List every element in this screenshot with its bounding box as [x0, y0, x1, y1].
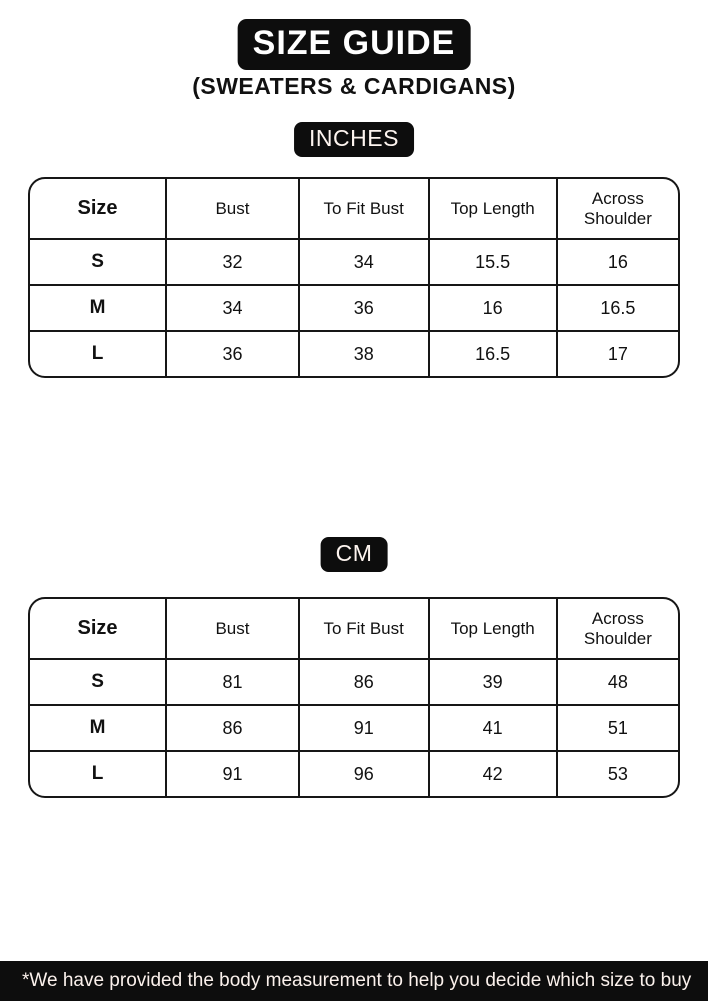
page-title-box [238, 19, 471, 70]
size-cell: L [30, 331, 166, 376]
column-header-bust: Bust [166, 599, 299, 659]
value-cell: 16.5 [429, 331, 557, 376]
footnote-bar [0, 961, 708, 1001]
value-cell: 16 [557, 239, 678, 285]
value-cell: 15.5 [429, 239, 557, 285]
value-cell: 86 [166, 705, 299, 751]
column-header-top-length: Top Length [429, 599, 557, 659]
value-cell: 34 [166, 285, 299, 331]
footnote-text: *We have provided the body measurement to help you decide which size to buy [22, 970, 692, 991]
cm-badge [321, 537, 388, 572]
column-header-across-shoulder: Across Shoulder [557, 599, 678, 659]
value-cell: 91 [166, 751, 299, 796]
value-cell: 86 [299, 659, 429, 705]
size-cell: M [30, 285, 166, 331]
table-row-l [30, 751, 678, 796]
header-row [30, 599, 678, 659]
page-title: SIZE GUIDE [252, 24, 456, 62]
value-cell: 96 [299, 751, 429, 796]
column-header-top-length: Top Length [429, 179, 557, 239]
value-cell: 36 [166, 331, 299, 376]
size-cell: S [30, 239, 166, 285]
value-cell: 16 [429, 285, 557, 331]
value-cell: 34 [299, 239, 429, 285]
header-row [30, 179, 678, 239]
size-cell: S [30, 659, 166, 705]
value-cell: 91 [299, 705, 429, 751]
inches-badge [294, 122, 414, 157]
column-header-to-fit-bust: To Fit Bust [299, 599, 429, 659]
table-row-s [30, 239, 678, 285]
value-cell: 32 [166, 239, 299, 285]
value-cell: 48 [557, 659, 678, 705]
value-cell: 17 [557, 331, 678, 376]
inches-badge-label: INCHES [309, 125, 399, 151]
size-table [30, 179, 678, 376]
size-table-cm [28, 597, 680, 798]
table-row-s [30, 659, 678, 705]
column-header-size: Size [30, 179, 166, 239]
column-header-bust: Bust [166, 179, 299, 239]
column-header-size: Size [30, 599, 166, 659]
value-cell: 16.5 [557, 285, 678, 331]
value-cell: 51 [557, 705, 678, 751]
value-cell: 42 [429, 751, 557, 796]
column-header-across-shoulder: Across Shoulder [557, 179, 678, 239]
size-cell: M [30, 705, 166, 751]
table-row-l [30, 331, 678, 376]
value-cell: 41 [429, 705, 557, 751]
value-cell: 39 [429, 659, 557, 705]
value-cell: 53 [557, 751, 678, 796]
table-row-m [30, 285, 678, 331]
value-cell: 81 [166, 659, 299, 705]
size-table [30, 599, 678, 796]
cm-badge-label: CM [335, 540, 373, 566]
value-cell: 36 [299, 285, 429, 331]
value-cell: 38 [299, 331, 429, 376]
page-subtitle: (SWEATERS & CARDIGANS) [192, 73, 516, 99]
table-row-m [30, 705, 678, 751]
size-table-inches [28, 177, 680, 378]
size-cell: L [30, 751, 166, 796]
column-header-to-fit-bust: To Fit Bust [299, 179, 429, 239]
